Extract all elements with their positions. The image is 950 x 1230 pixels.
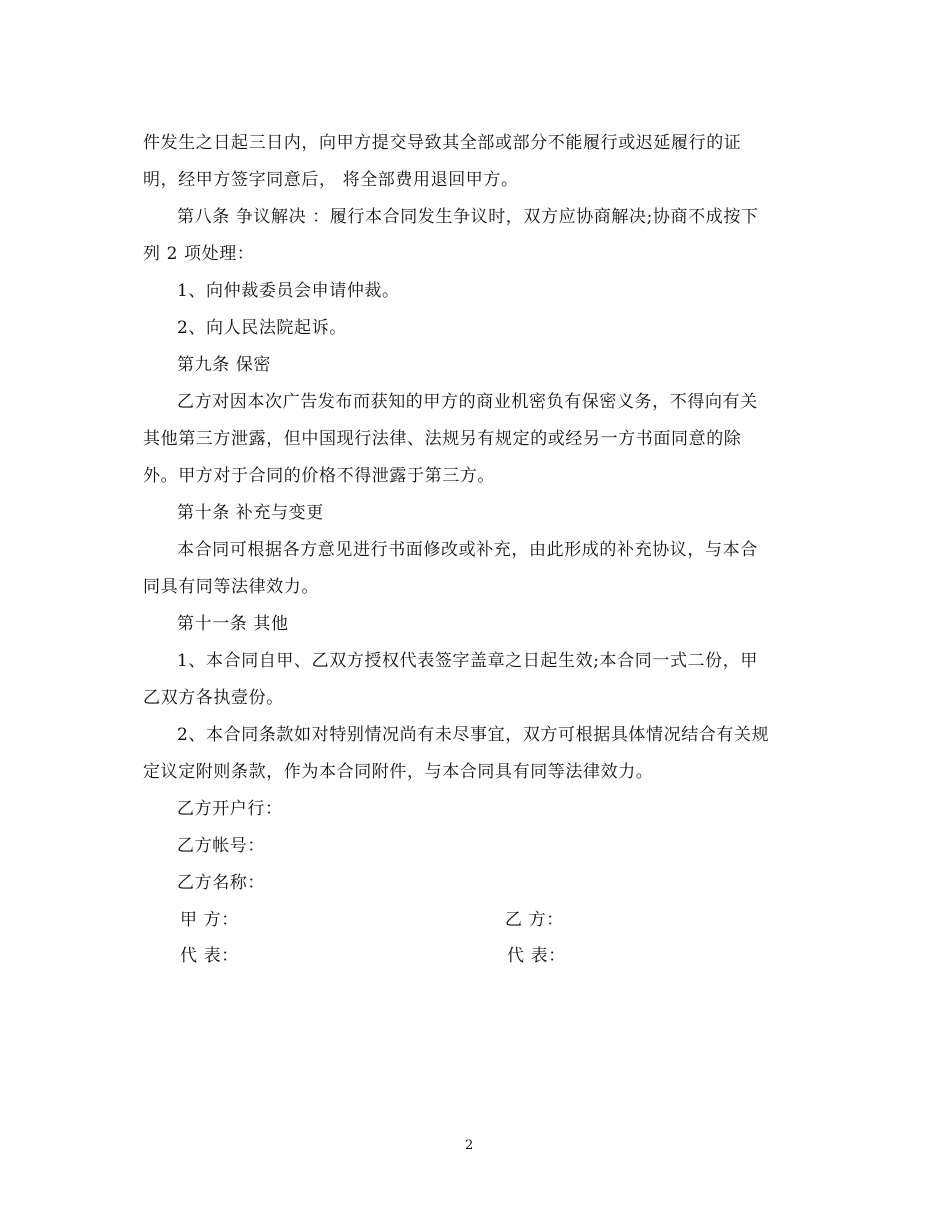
name-field-label: 乙方名称： <box>177 873 265 893</box>
account-field-label: 乙方帐号： <box>177 836 265 856</box>
party-b-label: 乙 方： <box>505 910 564 930</box>
party-a-rep-label: 代 表： <box>180 946 239 966</box>
text-line: 明，经甲方签字同意后， 将全部费用退回甲方。 <box>143 170 519 190</box>
text-line: 其他第三方泄露，但中国现行法律、法规另有规定的或经另一方书面同意的除 <box>143 429 742 449</box>
article-8-heading: 第八条 争议解决 ：履行本合同发生争议时，双方应协商解决;协商不成按下 <box>177 207 759 227</box>
article-11-heading: 第十一条 其他 <box>177 614 289 634</box>
text-line: 同具有同等法律效力。 <box>143 577 319 597</box>
text-line: 乙双方各执壹份。 <box>143 688 284 708</box>
text-line: 乙方对因本次广告发布而获知的甲方的商业机密负有保密义务，不得向有关 <box>177 392 758 412</box>
text-line: 外。甲方对于合同的价格不得泄露于第三方。 <box>143 466 495 486</box>
text-line: 列 2 项处理： <box>143 244 255 264</box>
list-item: 2、向人民法院起诉。 <box>177 318 347 338</box>
party-a-label: 甲 方： <box>180 910 239 930</box>
text-line: 件发生之日起三日内，向甲方提交导致其全部或部分不能履行或迟延履行的证 <box>143 133 742 153</box>
bank-field-label: 乙方开户行： <box>177 799 283 819</box>
text-line: 定议定附则条款，作为本合同附件，与本合同具有同等法律效力。 <box>143 762 654 782</box>
list-item: 1、本合同自甲、乙双方授权代表签字盖章之日起生效;本合同一式二份，甲 <box>177 651 758 671</box>
list-item: 1、向仲裁委员会申请仲裁。 <box>177 281 400 301</box>
text-line: 本合同可根据各方意见进行书面修改或补充，由此形成的补充协议，与本合 <box>177 540 758 560</box>
article-10-heading: 第十条 补充与变更 <box>177 503 324 523</box>
list-item: 2、本合同条款如对特别情况尚有未尽事宜，双方可根据具体情况结合有关规 <box>177 725 770 745</box>
page-number: 2 <box>465 1138 474 1153</box>
party-b-rep-label: 代 表： <box>507 946 566 966</box>
article-9-heading: 第九条 保密 <box>177 355 272 375</box>
